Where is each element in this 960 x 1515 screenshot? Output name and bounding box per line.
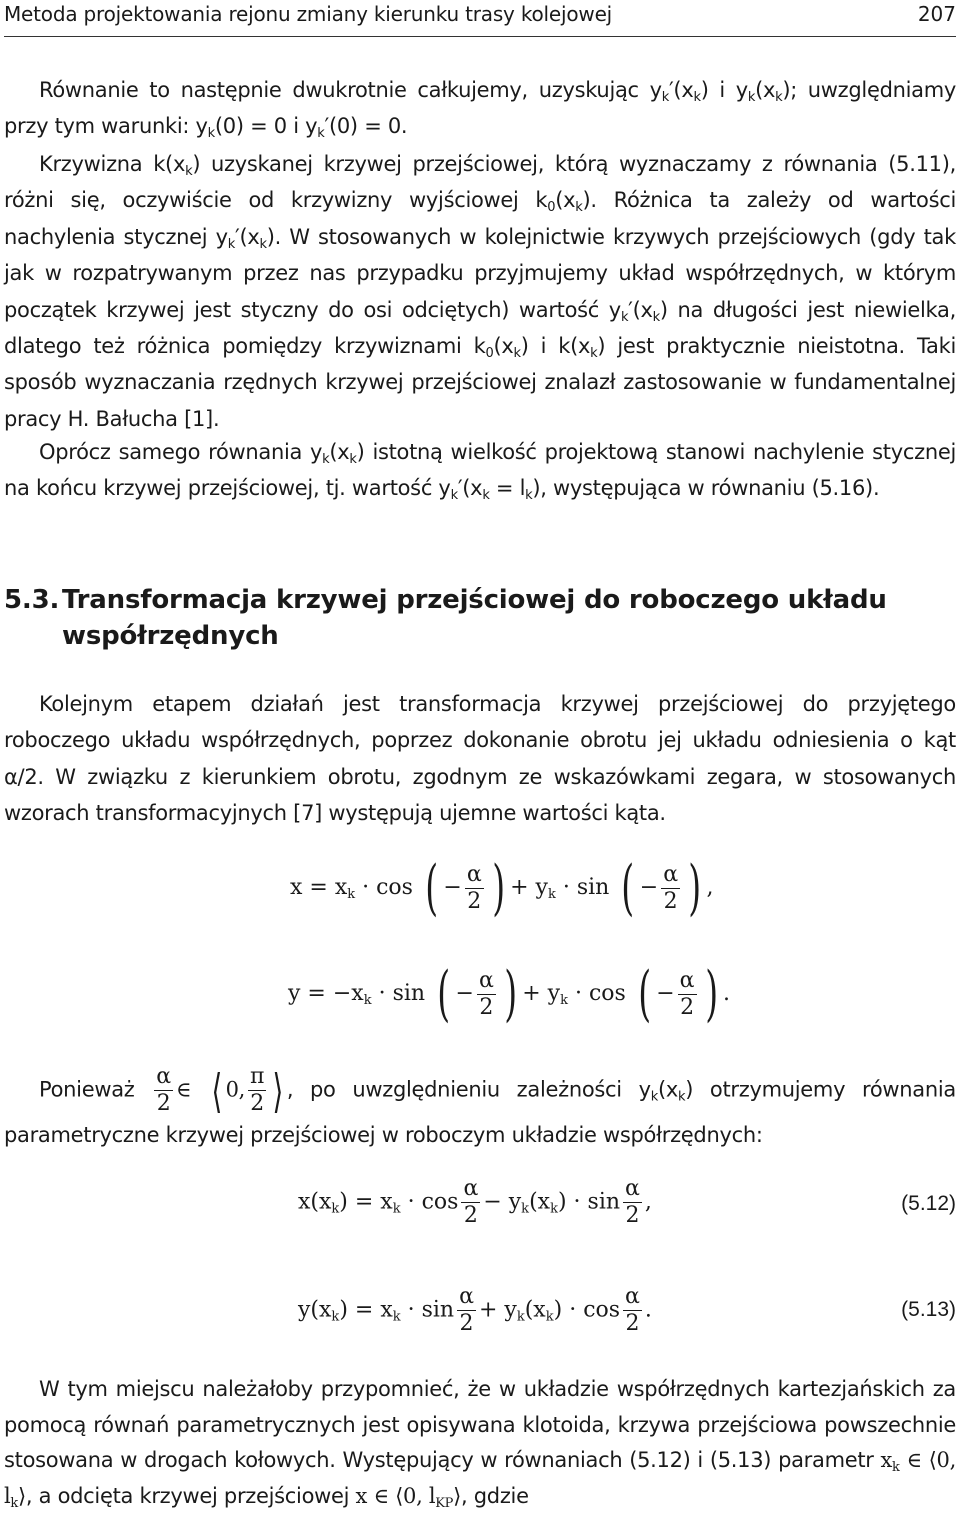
- paragraph-curvature: Krzywizna $k(x_k)$ uzyskanej krzywej przejściowej, którą wyznaczamy z równania (5.11), różni się, oczywiście od krzywizny wyjściowej $k_0(x_k)$. Różnica ta zależy od wartości nachylenia stycznej $y_k'(x_k)$. W stosowanych w kolejnictwie krzywych przejściowych (gdy tak jak w rozpatrywanym przez nas przypadku przyjmujemy układ współrzędnych, w którym początek krzywej jest styczny do osi odciętych) wartość $y_k'(x_k)$ na długości jest niewielka, dlatego też różnica pomiędzy krzywiznami $k_0(x_k)$ i $k(x_k)$ jest praktycznie nieistotna. Taki sposób wyznaczania rzędnych krzywej przejściowej znalazł zastosowanie w fundamentalnej pracy H. Bałucha [1].: [4, 152, 957, 431]
- section-title-line1: Transformacja krzywej przejściowej do roboczego układu: [62, 585, 887, 615]
- header-title: Metoda projektowania rejonu zmiany kierunku trasy kolejowej: [4, 2, 613, 26]
- equation-number-5-12: (5.12): [901, 1192, 956, 1215]
- running-header: [4, 0, 956, 37]
- paragraph-since: Ponieważ $\frac{\alpha}{2}$ ∈ ⟨ 0, $\frac{\pi}{2}$ ⟩ , po uwzględnieniu zależności $y_k(x_k)$ otrzymujemy równania parametryczne krzywej przejściowej w roboczym układzie współrzędnych:: [4, 1063, 956, 1147]
- paragraph-integration: Równanie to następnie dwukrotnie całkujemy, uzyskując $y_k'(x_k)$ i $y_k(x_k)$; uwzględniamy przy tym warunki: $y_k(0) = 0$ i $y_k'(0) = 0$.: [4, 78, 957, 142]
- paragraph-transformation: Kolejnym etapem działań jest transformacja krzywej przejściowej do przyjętego roboczego układu współrzędnych, poprzez dokonanie obrotu jej układu odniesienia o kąt α/2. W związku z kierunkiem obrotu, zgodnym ze wskazówkami zegara, w stosowanych wzorach transformacyjnych [7] występują ujemne wartości kąta.: [4, 692, 956, 826]
- page-number: 207: [917, 2, 956, 26]
- paragraph-clothoid: W tym miejscu należałoby przypomnieć, że w układzie współrzędnych kartezjańskich za pomocą równań parametrycznych jest opisywana klotoida, krzywa przejściowa powszechnie stosowana w drogach kołowych. Występujący w równaniach (5.12) i (5.13) parametr $x_k$ ∈ ⟨0, $l_k⟩$, a odcięta krzywej przejściowej x ∈ ⟨0, $l_{KP}⟩$, gdzie: [4, 1377, 956, 1511]
- section-title-line2: współrzędnych: [62, 621, 279, 651]
- section-number: 5.3.: [4, 585, 60, 615]
- equation-5-12: $x(x_k) = x_k \cdot \cos$ $\frac{\alpha}{2}$ − $y_k(x_k) \cdot \sin$ $\frac{\alpha}{2}$ ,: [298, 1176, 652, 1228]
- paragraph-slope: Oprócz samego równania $y_k(x_k)$ istotną wielkość projektową stanowi nachylenie stycznej na końcu krzywej przejściowej, tj. wartość $y_k'(x_k = l_k)$, występująca w równaniu (5.16).: [4, 440, 956, 504]
- section-heading: [4, 582, 956, 654]
- equation-y-transform: $y = -x_k \cdot \sin$ ( − $\frac{\alpha}{2}$ ) + $y_k \cdot \cos$ ( − $\frac{\alpha}{2}$ ) .: [288, 959, 730, 1029]
- equation-5-13: $y(x_k) = x_k \cdot \sin$ $\frac{\alpha}{2}$ + $y_k(x_k) \cdot \cos$ $\frac{\alpha}{2}$ .: [298, 1284, 652, 1336]
- equation-number-5-13: (5.13): [901, 1298, 956, 1321]
- equation-x-transform: $x = x_k \cdot \cos$ ( − $\frac{\alpha}{2}$ ) + $y_k \cdot \sin$ ( − $\frac{\alpha}{2}$ ) ,: [290, 853, 714, 923]
